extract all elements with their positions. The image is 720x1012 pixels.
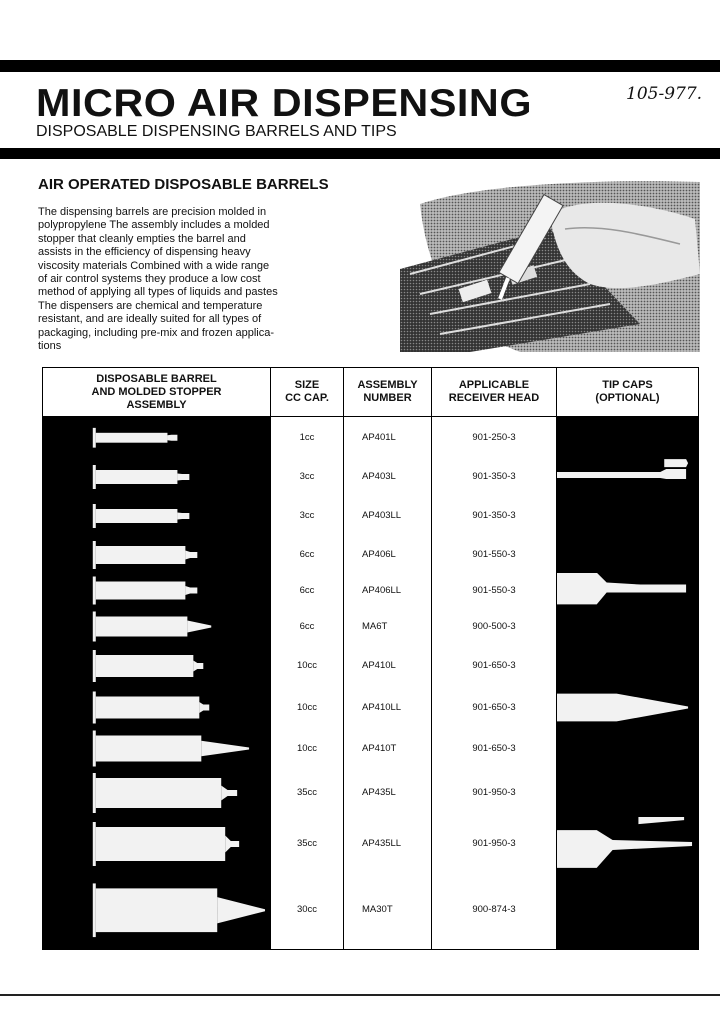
assembly-number-cell: AP410L [344, 645, 432, 687]
assembly-number-cell: MA30T [344, 871, 432, 950]
table-header-row [43, 368, 699, 417]
barrel-icon [43, 608, 270, 645]
intro-line: resistant, and are ideally suited for all types of [38, 313, 262, 326]
table-row [43, 459, 699, 495]
intro-line: polypropylene The assembly includes a molded [38, 219, 270, 232]
top-rule [0, 60, 720, 72]
table-row [43, 417, 699, 459]
intro-line: of air control systems they produce a low cost [38, 273, 261, 286]
tip-cap-illustration [557, 817, 699, 871]
page-title: MICRO AIR DISPENSING [36, 82, 533, 125]
tip-cap-illustration [557, 608, 699, 645]
table-row [43, 871, 699, 950]
assembly-number-cell: MA6T [344, 608, 432, 645]
header-line: TIP CAPS [602, 379, 653, 391]
product-table [42, 367, 699, 950]
receiver-head-cell: 901-350-3 [432, 459, 557, 495]
page-subtitle: DISPOSABLE DISPENSING BARRELS AND TIPS [36, 123, 397, 140]
size-cell: 6cc [271, 608, 344, 645]
assembly-number-cell: AP403L [344, 459, 432, 495]
barrel-illustration [43, 608, 271, 645]
barrel-illustration [43, 817, 271, 871]
intro-line: The dispensing barrels are precision molded in [38, 206, 267, 218]
tip-cap-icon [557, 687, 698, 728]
header-line: ASSEMBLY [357, 379, 418, 391]
column-header-assembly [344, 368, 432, 417]
barrel-icon [43, 573, 270, 608]
size-cell: 6cc [271, 573, 344, 608]
receiver-head-cell: 901-250-3 [432, 417, 557, 459]
assembly-number-cell: AP406LL [344, 573, 432, 608]
assembly-number-cell: AP406L [344, 537, 432, 573]
barrel-icon [43, 871, 270, 950]
assembly-number-cell: AP435LL [344, 817, 432, 871]
assembly-number-cell: AP403LL [344, 495, 432, 537]
intro-line: method of applying all types of liquids and pastes [38, 286, 278, 299]
intro-line: stopper that cleanly empties the barrel and [38, 232, 246, 245]
barrel-illustration [43, 645, 271, 687]
tip-cap-illustration [557, 573, 699, 608]
tip-cap-illustration [557, 871, 699, 950]
size-cell: 6cc [271, 537, 344, 573]
table-row [43, 687, 699, 728]
barrel-illustration [43, 537, 271, 573]
barrel-illustration [43, 769, 271, 817]
assembly-number-cell: AP410T [344, 728, 432, 769]
receiver-head-cell: 901-950-3 [432, 769, 557, 817]
header-line: CC CAP. [285, 392, 329, 404]
size-cell: 35cc [271, 769, 344, 817]
size-cell: 35cc [271, 817, 344, 871]
bottom-rule [0, 994, 720, 996]
barrel-icon [43, 769, 270, 817]
intro-line: viscosity materials Combined with a wide range [38, 259, 270, 272]
header-line: DISPOSABLE BARREL [96, 372, 217, 385]
size-cell: 10cc [271, 645, 344, 687]
assembly-number-cell: AP435L [344, 769, 432, 817]
intro-line: packaging, including pre-mix and frozen applica- [38, 326, 275, 339]
section-title: AIR OPERATED DISPOSABLE BARRELS [38, 176, 329, 193]
barrel-illustration [43, 728, 271, 769]
column-header-barrel [43, 368, 271, 417]
barrel-icon [43, 495, 270, 537]
tip-cap-illustration [557, 645, 699, 687]
intro-line: The dispensers are chemical and temperature [38, 299, 263, 312]
size-cell: 10cc [271, 728, 344, 769]
tip-cap-illustration [557, 417, 699, 459]
header-line: ASSEMBLY [126, 398, 187, 411]
section-rule [0, 148, 720, 159]
barrel-icon [43, 687, 270, 728]
size-cell: 3cc [271, 495, 344, 537]
product-photo [400, 174, 700, 352]
receiver-head-cell: 901-650-3 [432, 645, 557, 687]
receiver-head-cell: 900-500-3 [432, 608, 557, 645]
header-line: APPLICABLE [458, 379, 530, 391]
tip-cap-icon [557, 459, 698, 495]
header-line: RECEIVER HEAD [448, 392, 540, 404]
table-row [43, 769, 699, 817]
receiver-head-cell: 901-550-3 [432, 537, 557, 573]
table-row [43, 608, 699, 645]
handwritten-note: 105-977. [626, 84, 703, 104]
barrel-illustration [43, 871, 271, 950]
size-cell: 3cc [271, 459, 344, 495]
header-line: SIZE [294, 379, 320, 391]
intro-paragraph [38, 206, 338, 353]
receiver-head-cell: 901-350-3 [432, 495, 557, 537]
barrel-illustration [43, 495, 271, 537]
table-row [43, 817, 699, 871]
barrel-icon [43, 817, 270, 871]
barrel-icon [43, 459, 270, 495]
header-line: (OPTIONAL) [595, 392, 660, 404]
barrel-illustration [43, 573, 271, 608]
tip-cap-illustration [557, 537, 699, 573]
barrel-icon [43, 537, 270, 573]
intro-line: tions [38, 340, 62, 353]
table-row [43, 495, 699, 537]
barrel-illustration [43, 417, 271, 459]
header-line: AND MOLDED STOPPER [91, 385, 222, 398]
table-row [43, 728, 699, 769]
receiver-head-cell: 901-650-3 [432, 728, 557, 769]
assembly-number-cell: AP401L [344, 417, 432, 459]
barrel-icon [43, 728, 270, 769]
table-row [43, 537, 699, 573]
table-row [43, 645, 699, 687]
tip-cap-icon [557, 817, 698, 871]
tip-cap-icon [557, 573, 698, 608]
barrel-illustration [43, 687, 271, 728]
receiver-head-cell: 900-874-3 [432, 871, 557, 950]
column-header-tip-caps [557, 368, 699, 417]
barrel-icon [43, 417, 270, 459]
size-cell: 10cc [271, 687, 344, 728]
column-header-receiver-head [432, 368, 557, 417]
receiver-head-cell: 901-550-3 [432, 573, 557, 608]
assembly-number-cell: AP410LL [344, 687, 432, 728]
header-line: NUMBER [363, 392, 412, 404]
tip-cap-illustration [557, 687, 699, 728]
barrel-illustration [43, 459, 271, 495]
tip-cap-illustration [557, 769, 699, 817]
tip-cap-illustration [557, 459, 699, 495]
tip-cap-illustration [557, 728, 699, 769]
receiver-head-cell: 901-650-3 [432, 687, 557, 728]
size-cell: 1cc [271, 417, 344, 459]
table-row [43, 573, 699, 608]
intro-line: assists in the efficiency of dispensing heavy [38, 246, 251, 259]
tip-cap-illustration [557, 495, 699, 537]
receiver-head-cell: 901-950-3 [432, 817, 557, 871]
column-header-size [271, 368, 344, 417]
size-cell: 30cc [271, 871, 344, 950]
barrel-icon [43, 645, 270, 687]
